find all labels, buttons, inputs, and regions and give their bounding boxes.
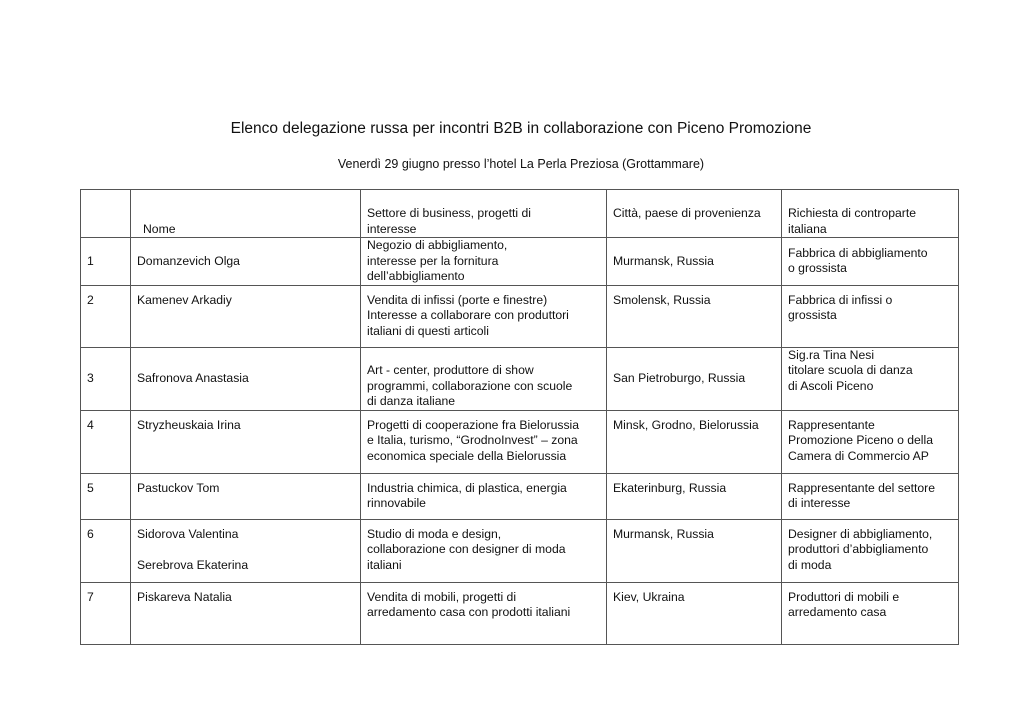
delegation-table [80,189,959,645]
row-name: Stryzheuskaia Irina [131,410,361,473]
row-city: Minsk, Grodno, Bielorussia [607,410,782,473]
row-name: Sidorova Valentina Serebrova Ekaterina [131,519,361,582]
header-sector: Settore di business, progetti di interesse [361,190,607,238]
header-city: Città, paese di provenienza [607,190,782,238]
header-number [81,190,131,238]
row-number: 3 [81,347,131,410]
row-number: 6 [81,519,131,582]
row-request: Sig.ra Tina Nesi titolare scuola di danza di Ascoli Piceno [782,347,959,410]
table-row [81,410,959,473]
row-number: 7 [81,582,131,644]
row-request: Produttori di mobili e arredamento casa [782,582,959,644]
table-row [81,285,959,347]
header-request: Richiesta di controparte italiana [782,190,959,238]
row-name: Domanzevich Olga [131,238,361,286]
table-row [81,582,959,644]
row-sector: Vendita di infissi (porte e finestre) Interesse a collaborare con produttori italiani di questi articoli [361,285,607,347]
row-city: Murmansk, Russia [607,519,782,582]
row-sector: Studio di moda e design, collaborazione con designer di moda italiani [361,519,607,582]
document-title: Elenco delegazione russa per incontri B2B in collaborazione con Piceno Promozione [230,120,812,137]
row-request: Designer di abbigliamento, produttori d’abbigliamento di moda [782,519,959,582]
table-row [81,238,959,286]
row-name: Kamenev Arkadiy [131,285,361,347]
table-header-row [81,190,959,238]
row-sector: Industria chimica, di plastica, energia rinnovabile [361,473,607,519]
row-number: 2 [81,285,131,347]
row-number: 5 [81,473,131,519]
row-sector: Negozio di abbigliamento, interesse per la fornitura dell’abbigliamento [361,238,607,286]
row-sector: Art - center, produttore di show programmi, collaborazione con scuole di danza italiane [361,347,607,410]
row-city: Smolensk, Russia [607,285,782,347]
document-subtitle: Venerdì 29 giugno presso l’hotel La Perla Preziosa (Grottammare) [337,157,705,171]
row-request: Rappresentante del settore di interesse [782,473,959,519]
row-sector: Progetti di cooperazione fra Bielorussia e Italia, turismo, “GrodnoInvest” – zona economica speciale della Bielorussia [361,410,607,473]
row-name: Pastuckov Tom [131,473,361,519]
row-city: Murmansk, Russia [607,238,782,286]
table-row [81,473,959,519]
row-sector: Vendita di mobili, progetti di arredamento casa con prodotti italiani [361,582,607,644]
row-name: Safronova Anastasia [131,347,361,410]
row-number: 1 [81,238,131,286]
table-row [81,519,959,582]
header-name: Nome [131,190,361,238]
row-request: Rappresentante Promozione Piceno o della Camera di Commercio AP [782,410,959,473]
row-city: Kiev, Ukraina [607,582,782,644]
row-name: Piskareva Natalia [131,582,361,644]
row-number: 4 [81,410,131,473]
row-city: San Pietroburgo, Russia [607,347,782,410]
table-row [81,347,959,410]
row-request: Fabbrica di infissi o grossista [782,285,959,347]
row-request: Fabbrica di abbigliamento o grossista [782,238,959,286]
row-city: Ekaterinburg, Russia [607,473,782,519]
